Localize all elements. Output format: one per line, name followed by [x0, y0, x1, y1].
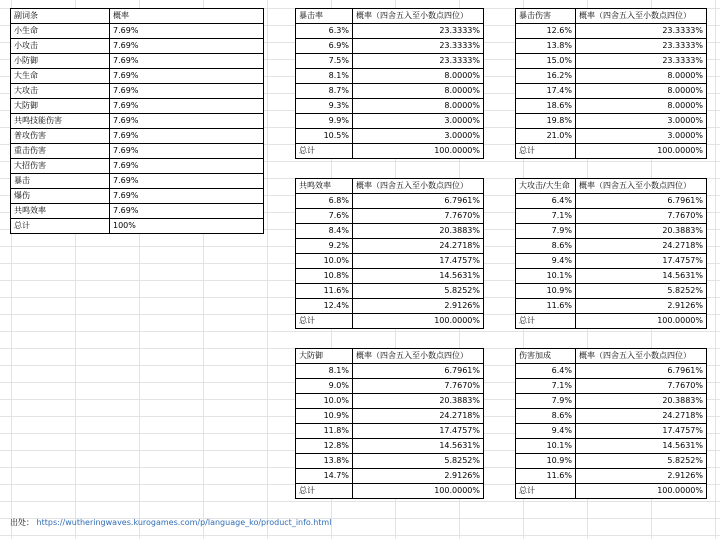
roll-value-cell: 11.6% — [516, 469, 576, 484]
probability-cell: 14.5631% — [353, 269, 484, 284]
total-value-cell: 100.0000% — [576, 314, 707, 329]
probability-cell: 6.7961% — [576, 364, 707, 379]
probability-cell: 7.69% — [110, 69, 264, 84]
total-value-cell: 100.0000% — [353, 484, 484, 499]
roll-value-cell: 18.6% — [516, 99, 576, 114]
probability-cell: 100% — [110, 219, 264, 234]
header-cell: 暴击伤害 — [516, 9, 576, 24]
probability-cell: 7.7670% — [353, 209, 484, 224]
roll-value-cell: 6.9% — [296, 39, 353, 54]
crit-damage-table — [515, 8, 707, 159]
probability-cell: 8.0000% — [576, 99, 707, 114]
table-total-row — [296, 144, 484, 159]
table-header-row — [296, 179, 484, 194]
probability-cell: 24.2718% — [576, 239, 707, 254]
atk-hp-percent-table — [515, 178, 707, 329]
table-row — [296, 379, 484, 394]
table-row — [11, 189, 264, 204]
table-total-row — [296, 484, 484, 499]
table-header-row — [516, 349, 707, 364]
table-total-row — [516, 484, 707, 499]
roll-value-cell: 10.5% — [296, 129, 353, 144]
damage-bonus-table — [515, 348, 707, 499]
table-row — [11, 39, 264, 54]
probability-cell: 8.0000% — [353, 69, 484, 84]
header-cell: 概率（四舍五入至小数点四位） — [576, 9, 707, 24]
roll-value-cell: 10.1% — [516, 439, 576, 454]
table-header-row — [296, 349, 484, 364]
table-row — [11, 114, 264, 129]
table-row — [516, 454, 707, 469]
probability-cell: 7.7670% — [576, 209, 707, 224]
roll-value-cell: 15.0% — [516, 54, 576, 69]
probability-cell: 2.9126% — [576, 469, 707, 484]
probability-cell: 7.69% — [110, 114, 264, 129]
table-row — [516, 209, 707, 224]
total-value-cell: 100.0000% — [576, 144, 707, 159]
table-row — [516, 284, 707, 299]
substat-name-cell: 小防御 — [11, 54, 110, 69]
roll-value-cell: 10.9% — [516, 284, 576, 299]
roll-value-cell: 7.1% — [516, 209, 576, 224]
table-row — [296, 99, 484, 114]
roll-value-cell: 6.4% — [516, 364, 576, 379]
probability-cell: 8.0000% — [576, 84, 707, 99]
roll-value-cell: 10.9% — [296, 409, 353, 424]
roll-value-cell: 10.0% — [296, 254, 353, 269]
header-cell: 副词条 — [11, 9, 110, 24]
probability-cell: 3.0000% — [576, 114, 707, 129]
roll-value-cell: 9.4% — [516, 254, 576, 269]
table-row — [296, 224, 484, 239]
roll-value-cell: 12.8% — [296, 439, 353, 454]
probability-cell: 7.7670% — [353, 379, 484, 394]
table-row — [296, 409, 484, 424]
table-row — [296, 284, 484, 299]
probability-cell: 6.7961% — [353, 194, 484, 209]
source-link[interactable]: https://wutheringwaves.kurogames.com/p/language_ko/product_info.html — [36, 518, 332, 527]
total-label-cell: 总计 — [296, 484, 353, 499]
probability-cell: 6.7961% — [353, 364, 484, 379]
roll-value-cell: 13.8% — [296, 454, 353, 469]
roll-value-cell: 7.9% — [516, 394, 576, 409]
roll-value-cell: 17.4% — [516, 84, 576, 99]
roll-value-cell: 6.3% — [296, 24, 353, 39]
roll-value-cell: 19.8% — [516, 114, 576, 129]
table-row — [296, 394, 484, 409]
table-row — [516, 394, 707, 409]
probability-cell: 7.69% — [110, 84, 264, 99]
table-row — [296, 269, 484, 284]
header-cell: 概率 — [110, 9, 264, 24]
roll-value-cell: 10.0% — [296, 394, 353, 409]
roll-value-cell: 16.2% — [516, 69, 576, 84]
total-value-cell: 100.0000% — [353, 314, 484, 329]
probability-cell: 7.69% — [110, 54, 264, 69]
probability-cell: 2.9126% — [353, 299, 484, 314]
table-row — [516, 224, 707, 239]
table-row — [516, 254, 707, 269]
def-percent-table — [295, 348, 484, 499]
probability-cell: 7.69% — [110, 99, 264, 114]
substat-name-cell: 大攻击 — [11, 84, 110, 99]
header-cell: 概率（四舍五入至小数点四位） — [353, 349, 484, 364]
table-row — [516, 24, 707, 39]
table-row — [296, 454, 484, 469]
roll-value-cell: 11.8% — [296, 424, 353, 439]
source-label: 出处： — [10, 518, 34, 527]
probability-cell: 6.7961% — [576, 194, 707, 209]
table-row — [296, 254, 484, 269]
substat-name-cell: 小生命 — [11, 24, 110, 39]
table-row — [296, 299, 484, 314]
substat-name-cell: 总计 — [11, 219, 110, 234]
total-label-cell: 总计 — [296, 314, 353, 329]
probability-cell: 7.69% — [110, 204, 264, 219]
table-row — [516, 54, 707, 69]
roll-value-cell: 7.6% — [296, 209, 353, 224]
table-row — [516, 439, 707, 454]
probability-cell: 5.8252% — [576, 284, 707, 299]
table-header-row — [516, 9, 707, 24]
table-row — [296, 469, 484, 484]
probability-cell: 23.3333% — [576, 24, 707, 39]
probability-cell: 23.3333% — [353, 54, 484, 69]
substat-name-cell: 爆伤 — [11, 189, 110, 204]
header-cell: 概率（四舍五入至小数点四位） — [353, 179, 484, 194]
table-header-row — [11, 9, 264, 24]
probability-cell: 20.3883% — [353, 394, 484, 409]
table-row — [516, 194, 707, 209]
table-row — [296, 209, 484, 224]
substat-name-cell: 大生命 — [11, 69, 110, 84]
substat-name-cell: 暴击 — [11, 174, 110, 189]
probability-cell: 23.3333% — [353, 24, 484, 39]
table-row — [516, 99, 707, 114]
table-row — [296, 364, 484, 379]
table-row — [296, 114, 484, 129]
table-row — [296, 194, 484, 209]
probability-cell: 7.69% — [110, 159, 264, 174]
roll-value-cell: 14.7% — [296, 469, 353, 484]
table-total-row — [516, 144, 707, 159]
total-label-cell: 总计 — [516, 314, 576, 329]
substat-probability-table — [10, 8, 264, 234]
probability-cell: 20.3883% — [576, 224, 707, 239]
probability-cell: 7.69% — [110, 189, 264, 204]
probability-cell: 20.3883% — [576, 394, 707, 409]
probability-cell: 2.9126% — [353, 469, 484, 484]
table-row — [516, 84, 707, 99]
table-row — [516, 469, 707, 484]
table-row — [516, 299, 707, 314]
table-row — [516, 409, 707, 424]
roll-value-cell: 6.8% — [296, 194, 353, 209]
roll-value-cell: 9.2% — [296, 239, 353, 254]
table-row — [11, 219, 264, 234]
table-row — [516, 239, 707, 254]
probability-cell: 24.2718% — [353, 409, 484, 424]
header-cell: 暴击率 — [296, 9, 353, 24]
roll-value-cell: 9.4% — [516, 424, 576, 439]
probability-cell: 23.3333% — [576, 54, 707, 69]
total-label-cell: 总计 — [296, 144, 353, 159]
total-value-cell: 100.0000% — [576, 484, 707, 499]
probability-cell: 17.4757% — [353, 254, 484, 269]
table-row — [296, 24, 484, 39]
probability-cell: 14.5631% — [353, 439, 484, 454]
table-row — [516, 379, 707, 394]
table-header-row — [516, 179, 707, 194]
substat-name-cell: 共鸣效率 — [11, 204, 110, 219]
header-cell: 概率（四舍五入至小数点四位） — [576, 349, 707, 364]
header-cell: 大防御 — [296, 349, 353, 364]
table-row — [296, 84, 484, 99]
table-row — [296, 69, 484, 84]
header-cell: 概率（四舍五入至小数点四位） — [353, 9, 484, 24]
roll-value-cell: 11.6% — [296, 284, 353, 299]
header-cell: 大攻击/大生命 — [516, 179, 576, 194]
table-row — [516, 364, 707, 379]
table-row — [516, 69, 707, 84]
roll-value-cell: 9.0% — [296, 379, 353, 394]
roll-value-cell: 9.3% — [296, 99, 353, 114]
roll-value-cell: 7.9% — [516, 224, 576, 239]
roll-value-cell: 10.9% — [516, 454, 576, 469]
roll-value-cell: 8.6% — [516, 409, 576, 424]
table-row — [11, 99, 264, 114]
substat-name-cell: 大防御 — [11, 99, 110, 114]
probability-cell: 3.0000% — [576, 129, 707, 144]
probability-cell: 7.69% — [110, 129, 264, 144]
table-header-row — [296, 9, 484, 24]
roll-value-cell: 10.8% — [296, 269, 353, 284]
table-row — [11, 204, 264, 219]
roll-value-cell: 9.9% — [296, 114, 353, 129]
roll-value-cell: 8.4% — [296, 224, 353, 239]
table-row — [11, 54, 264, 69]
header-cell: 伤害加成 — [516, 349, 576, 364]
probability-cell: 7.69% — [110, 39, 264, 54]
table-row — [516, 114, 707, 129]
roll-value-cell: 7.5% — [296, 54, 353, 69]
table-row — [11, 159, 264, 174]
probability-cell: 2.9126% — [576, 299, 707, 314]
table-row — [11, 69, 264, 84]
table-row — [11, 129, 264, 144]
table-row — [11, 144, 264, 159]
probability-cell: 24.2718% — [576, 409, 707, 424]
probability-cell: 7.69% — [110, 24, 264, 39]
probability-cell: 7.7670% — [576, 379, 707, 394]
table-row — [11, 24, 264, 39]
substat-name-cell: 大招伤害 — [11, 159, 110, 174]
table-row — [296, 39, 484, 54]
probability-cell: 14.5631% — [576, 439, 707, 454]
table-total-row — [296, 314, 484, 329]
table-row — [516, 39, 707, 54]
energy-regen-table — [295, 178, 484, 329]
probability-cell: 8.0000% — [353, 99, 484, 114]
total-value-cell: 100.0000% — [353, 144, 484, 159]
substat-name-cell: 小攻击 — [11, 39, 110, 54]
probability-cell: 5.8252% — [576, 454, 707, 469]
probability-cell: 17.4757% — [353, 424, 484, 439]
header-cell: 共鸣效率 — [296, 179, 353, 194]
roll-value-cell: 8.6% — [516, 239, 576, 254]
header-cell: 概率（四舍五入至小数点四位） — [576, 179, 707, 194]
source-citation — [10, 517, 331, 528]
substat-name-cell: 普攻伤害 — [11, 129, 110, 144]
probability-cell: 17.4757% — [576, 254, 707, 269]
roll-value-cell: 7.1% — [516, 379, 576, 394]
table-row — [296, 239, 484, 254]
probability-cell: 24.2718% — [353, 239, 484, 254]
crit-rate-table — [295, 8, 484, 159]
probability-cell: 5.8252% — [353, 284, 484, 299]
probability-cell: 17.4757% — [576, 424, 707, 439]
table-row — [516, 269, 707, 284]
table-row — [296, 54, 484, 69]
substat-name-cell: 重击伤害 — [11, 144, 110, 159]
probability-cell: 23.3333% — [353, 39, 484, 54]
total-label-cell: 总计 — [516, 144, 576, 159]
probability-cell: 8.0000% — [353, 84, 484, 99]
roll-value-cell: 12.6% — [516, 24, 576, 39]
table-row — [296, 439, 484, 454]
roll-value-cell: 13.8% — [516, 39, 576, 54]
probability-cell: 8.0000% — [576, 69, 707, 84]
probability-cell: 7.69% — [110, 174, 264, 189]
roll-value-cell: 11.6% — [516, 299, 576, 314]
table-row — [11, 174, 264, 189]
table-row — [516, 424, 707, 439]
table-row — [516, 129, 707, 144]
table-row — [296, 424, 484, 439]
total-label-cell: 总计 — [516, 484, 576, 499]
roll-value-cell: 10.1% — [516, 269, 576, 284]
roll-value-cell: 8.1% — [296, 364, 353, 379]
probability-cell: 20.3883% — [353, 224, 484, 239]
probability-cell: 14.5631% — [576, 269, 707, 284]
probability-cell: 5.8252% — [353, 454, 484, 469]
roll-value-cell: 8.7% — [296, 84, 353, 99]
table-row — [11, 84, 264, 99]
probability-cell: 3.0000% — [353, 114, 484, 129]
roll-value-cell: 8.1% — [296, 69, 353, 84]
roll-value-cell: 12.4% — [296, 299, 353, 314]
substat-name-cell: 共鸣技能伤害 — [11, 114, 110, 129]
table-total-row — [516, 314, 707, 329]
probability-cell: 3.0000% — [353, 129, 484, 144]
roll-value-cell: 6.4% — [516, 194, 576, 209]
probability-cell: 7.69% — [110, 144, 264, 159]
roll-value-cell: 21.0% — [516, 129, 576, 144]
table-row — [296, 129, 484, 144]
probability-cell: 23.3333% — [576, 39, 707, 54]
